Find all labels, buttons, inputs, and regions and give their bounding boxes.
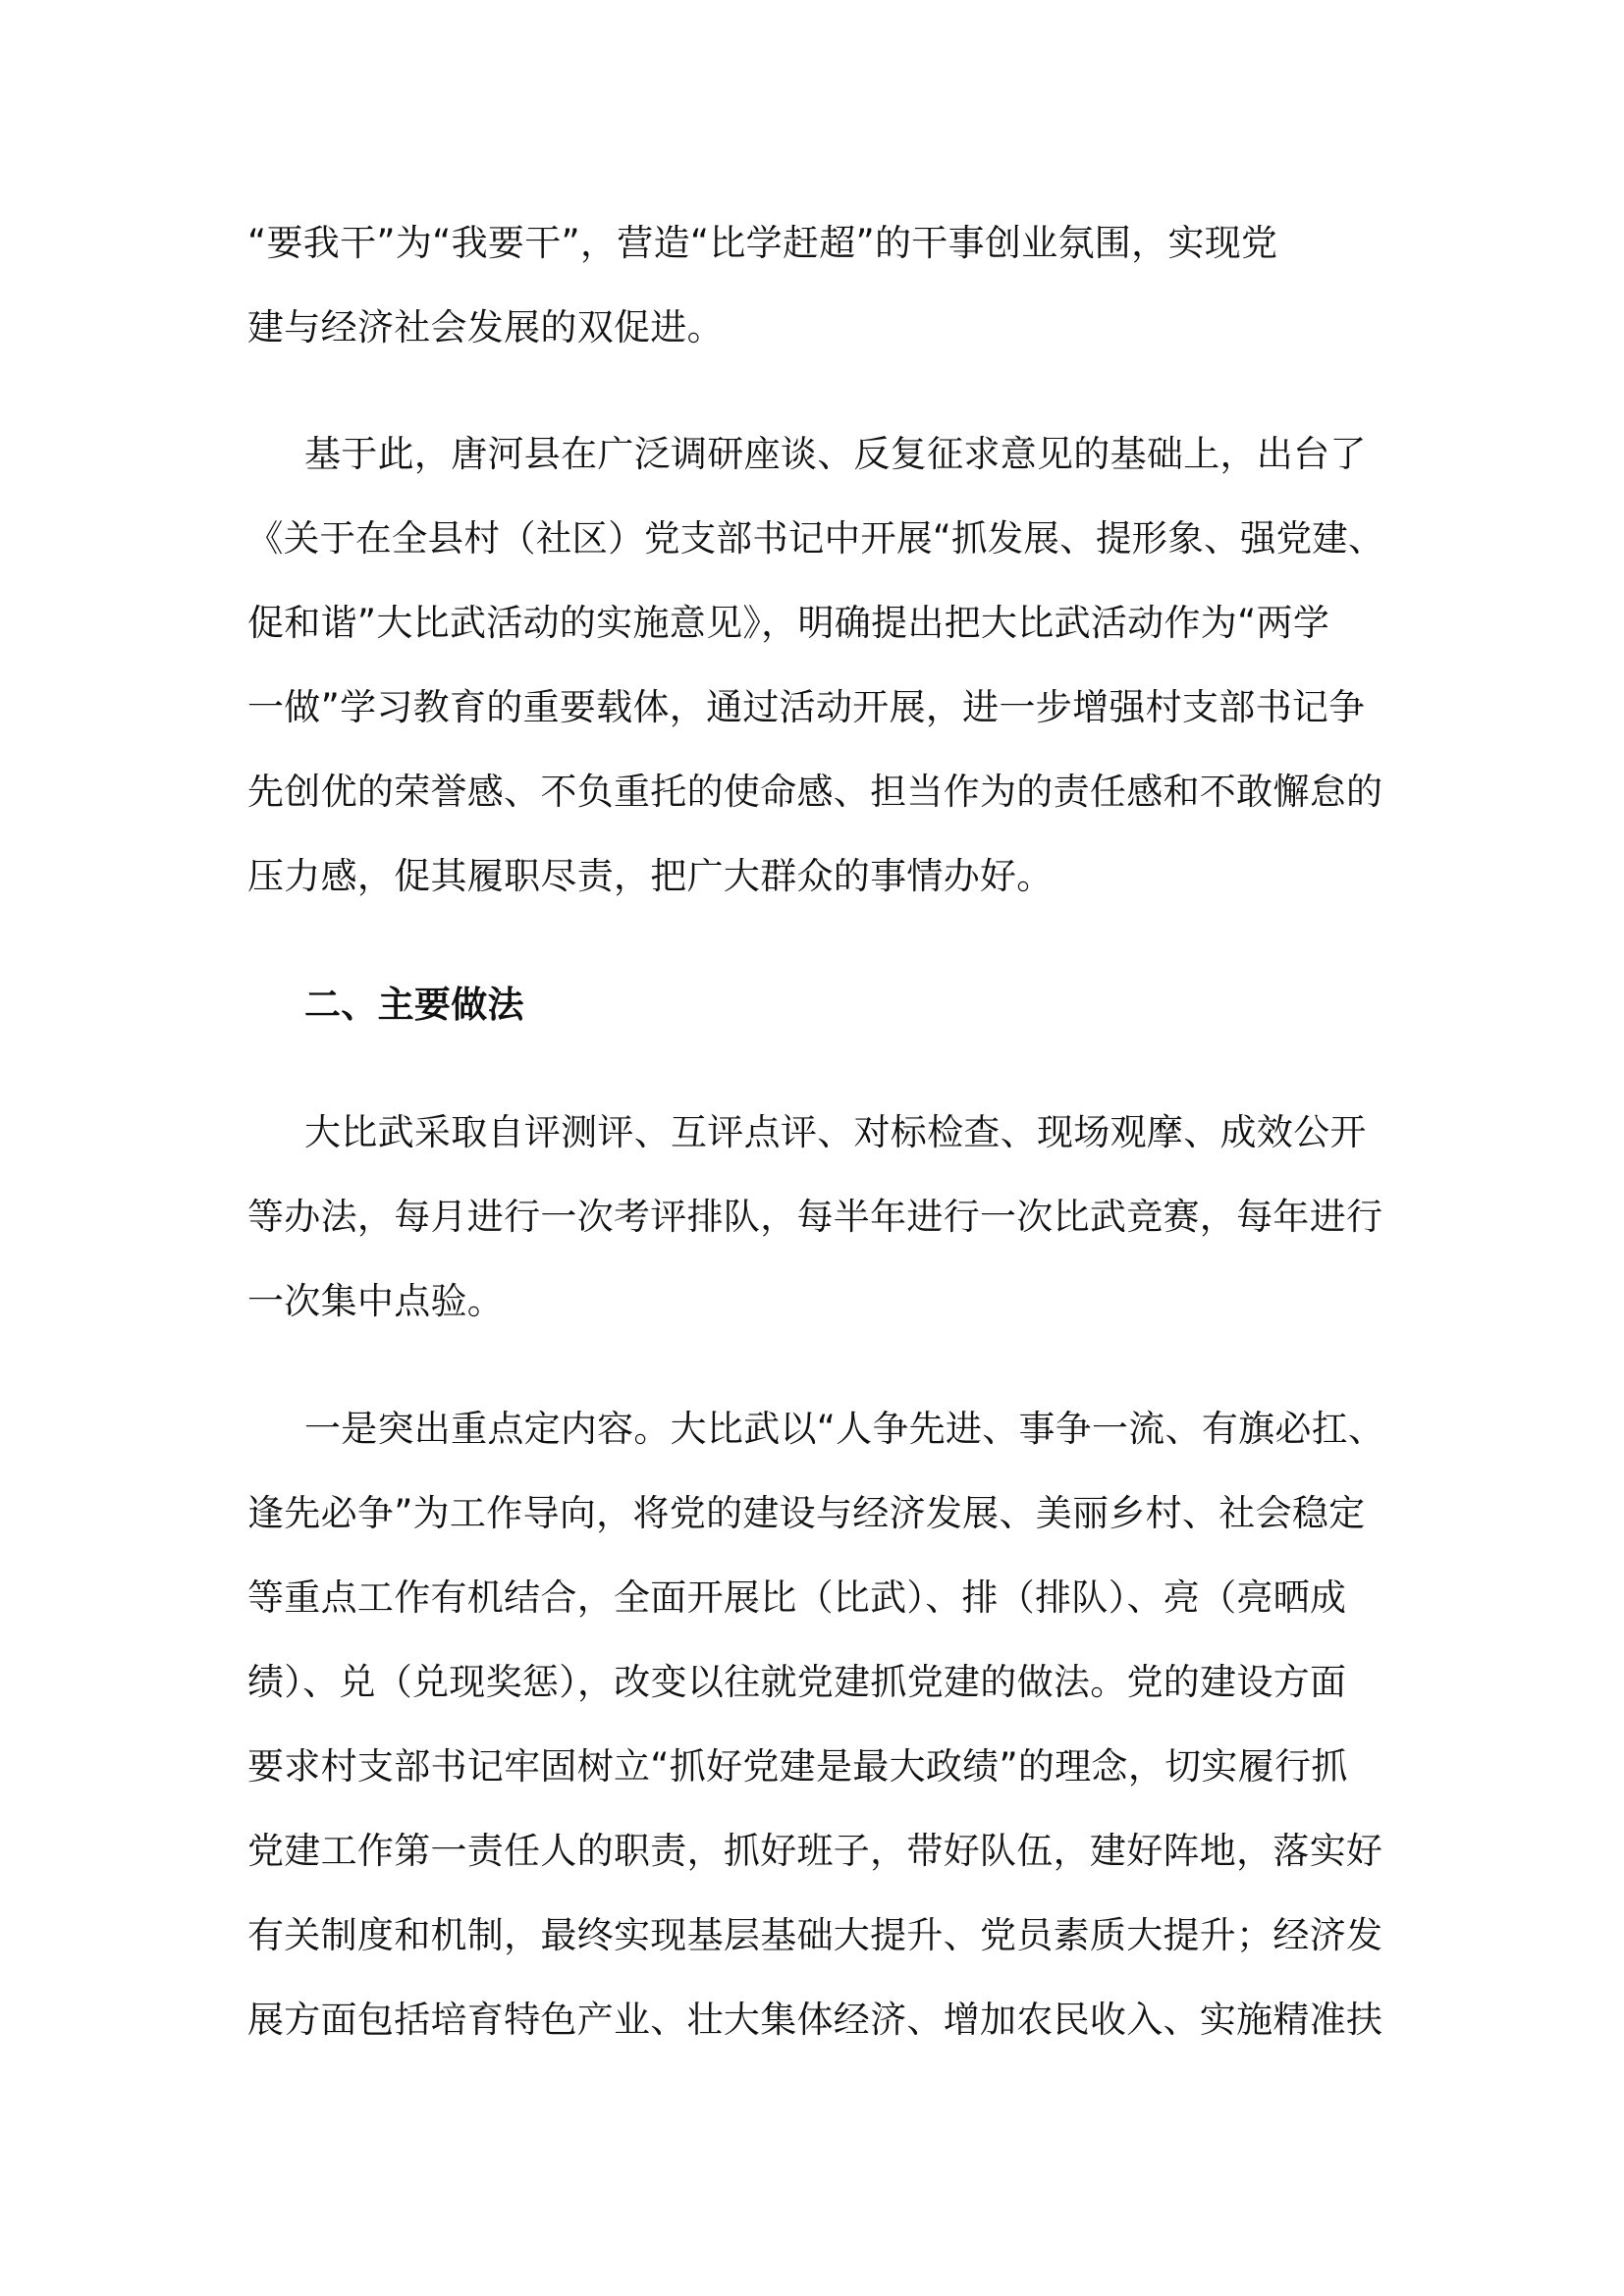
paragraph-1-line-2: 建与经济社会发展的双促进。: [247, 306, 724, 348]
paragraph-4-line-8: 展方面包括培育特色产业、壮大集体经济、增加农民收入、实施精准扶: [247, 1999, 1383, 2041]
paragraph-3-line-1: 大比武采取自评测评、互评点评、对标检查、现场观摩、成效公开: [304, 1111, 1367, 1153]
paragraph-1-line-1: “要我干”为“我要干”，营造“比学赶超”的干事创业氛围，实现党: [247, 222, 1278, 264]
paragraph-4-line-4: 绩）、兑（兑现奖惩），改变以往就党建抓党建的做法。党的建设方面: [247, 1661, 1347, 1703]
section-heading: 二、主要做法: [304, 984, 524, 1026]
paragraph-2-line-5: 先创优的荣誉感、不负重托的使命感、担当作为的责任感和不敢懈怠的: [247, 771, 1383, 813]
paragraph-2-line-1: 基于此，唐河县在广泛调研座谈、反复征求意见的基础上，出台了: [304, 433, 1367, 475]
paragraph-3-line-2: 等办法，每月进行一次考评排队，每半年进行一次比武竞赛，每年进行: [247, 1196, 1383, 1238]
paragraph-4-line-3: 等重点工作有机结合，全面开展比（比武）、排（排队）、亮（亮晒成: [247, 1576, 1347, 1619]
paragraph-4-line-6: 党建工作第一责任人的职责，抓好班子，带好队伍，建好阵地，落实好: [247, 1830, 1383, 1872]
paragraph-4-line-1: 一是突出重点定内容。大比武以“人争先进、事争一流、有旗必扛、: [304, 1408, 1385, 1450]
paragraph-2-line-3: 促和谐”大比武活动的实施意见》，明确提出把大比武活动作为“两学: [247, 602, 1330, 644]
paragraph-2-line-4: 一做”学习教育的重要载体，通过活动开展，进一步增强村支部书记争: [247, 686, 1366, 728]
paragraph-3-line-3: 一次集中点验。: [247, 1280, 505, 1322]
paragraph-2-line-6: 压力感，促其履职尽责，把广大群众的事情办好。: [247, 855, 1054, 897]
paragraph-4-line-7: 有关制度和机制，最终实现基层基础大提升、党员素质大提升；经济发: [247, 1914, 1383, 1956]
paragraph-4-line-2: 逢先必争”为工作导向，将党的建设与经济发展、美丽乡村、社会稳定: [247, 1492, 1366, 1534]
paragraph-4-line-5: 要求村支部书记牢固树立“抓好党建是最大政绩”的理念，切实履行抓: [247, 1745, 1348, 1788]
paragraph-2-line-2: 《关于在全县村（社区）党支部书记中开展“抓发展、提形象、强党建、: [247, 517, 1384, 560]
